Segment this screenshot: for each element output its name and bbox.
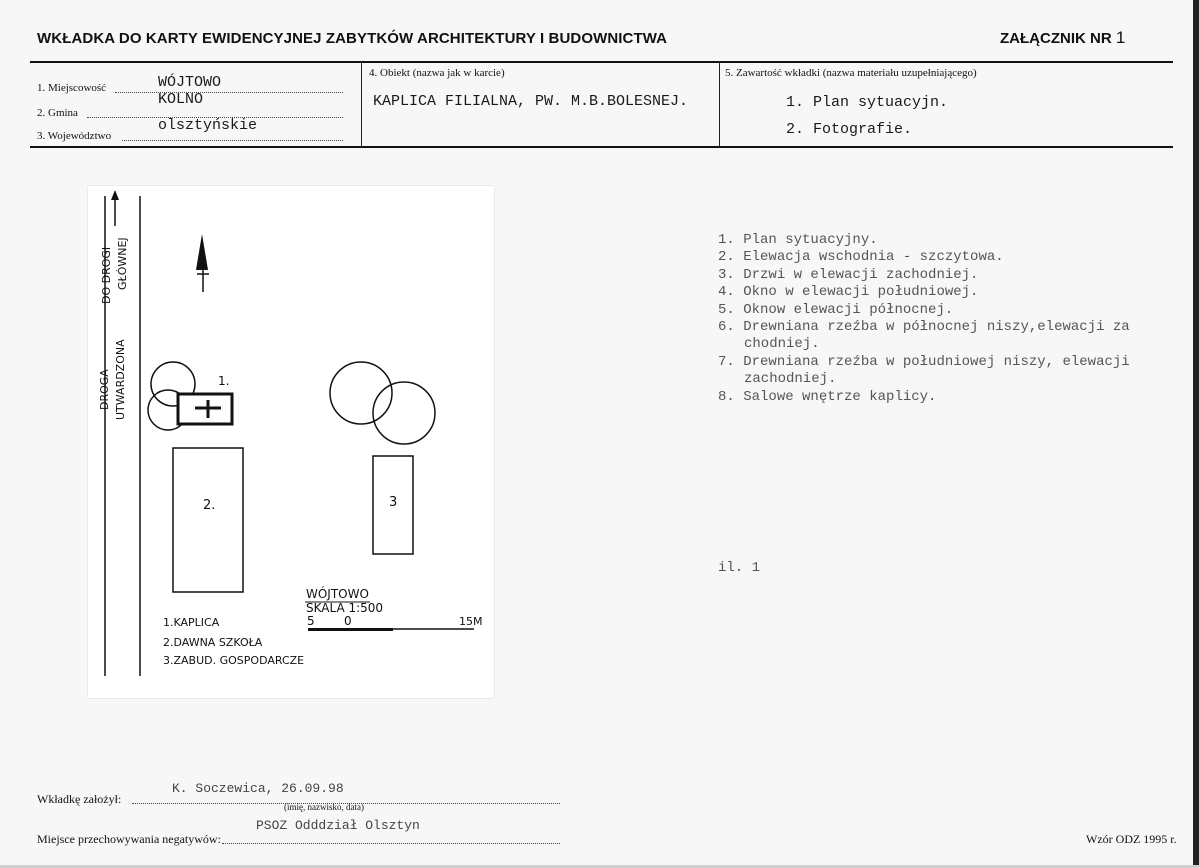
tree-icon <box>330 362 392 424</box>
obiekt-value: KAPLICA FILIALNA, PW. M.B.BOLESNEJ. <box>373 93 689 110</box>
zawartosc-item-1: 1. Plan sytuacyjn. <box>786 94 949 111</box>
building-3-label: 3 <box>389 495 398 510</box>
wojewodztwo-label: 3. Województwo <box>37 130 112 142</box>
scale-mark-15: 15M <box>459 615 483 628</box>
scan-edge-right <box>1193 0 1199 868</box>
illustration-item: 8. Salowe wnętrze kaplicy. <box>718 388 937 405</box>
negatives-storage-dotted-line <box>222 842 560 844</box>
scale-mark-0: 0 <box>344 614 352 628</box>
building-2-label: 2. <box>203 498 216 513</box>
north-arrow-icon <box>196 234 209 292</box>
annex-label <box>1000 28 1125 48</box>
legend-item-3: 3.ZABUD. GOSPODARCZE <box>163 654 305 667</box>
illustration-item: 3. Drzwi w elewacji zachodniej. <box>718 266 979 283</box>
gmina-label: 2. Gmina <box>37 107 78 119</box>
negatives-storage-label: Miejsce przechowywania negatywów: <box>37 832 221 846</box>
scale-bar-fill <box>308 628 393 631</box>
plan-scale: SKALA 1:500 <box>306 601 384 615</box>
wojewodztwo-dotted-line <box>122 139 343 141</box>
scale-mark-5: 5 <box>307 614 315 628</box>
tree-icon <box>373 382 435 444</box>
old-school-building <box>173 448 243 592</box>
illustration-item: 7. Drewniana rzeźba w południowej niszy, elewacji <box>718 353 1130 370</box>
road-top-line2: GŁÓWNEJ <box>116 237 129 290</box>
obiekt-label: 4. Obiekt (nazwa jak w karcie) <box>369 67 505 79</box>
form-code: Wzór ODZ 1995 r. <box>1086 832 1177 846</box>
road-line2: UTWARDZONA <box>114 339 127 420</box>
zawartosc-label: 5. Zawartość wkładki (nazwa materiału uzupełniającego) <box>725 67 977 79</box>
illustration-item: 4. Okno w elewacji południowej. <box>718 284 979 301</box>
created-by-label: Wkładkę założył: <box>37 792 122 806</box>
zawartosc-item-2: 2. Fotografie. <box>786 121 913 138</box>
miejscowosc-value: WÓJTOWO <box>158 74 222 91</box>
column-divider-1 <box>361 62 362 147</box>
illustration-item-continuation: zachodniej. <box>744 371 837 388</box>
header-rule-top <box>30 61 1173 63</box>
illustration-item: 5. Oknow elewacji północnej. <box>718 301 954 318</box>
form-title: WKŁADKA DO KARTY EWIDENCYJNEJ ZABYTKÓW ARCHITEKTURY I BUDOWNICTWA <box>37 30 668 47</box>
illustration-caption: il. 1 <box>718 560 761 576</box>
annex-label-text: ZAŁĄCZNIK NR <box>1000 30 1112 47</box>
gmina-value: KOLNO <box>158 91 204 108</box>
created-by-hint: (imię, nazwisko, data) <box>284 802 364 812</box>
illustration-list <box>718 232 1130 406</box>
building-1-label: 1. <box>218 374 230 388</box>
legend-item-1: 1.KAPLICA <box>163 616 220 629</box>
plan-title: WÓJTOWO <box>306 587 369 601</box>
site-plan-drawing <box>88 186 494 698</box>
illustration-item-continuation: chodniej. <box>744 336 820 353</box>
miejscowosc-dotted-line <box>115 91 343 93</box>
illustration-item: 6. Drewniana rzeźba w północnej niszy,elewacji za <box>718 319 1130 336</box>
column-divider-2 <box>719 62 720 147</box>
miejscowosc-label: 1. Miejscowość <box>37 82 107 94</box>
illustration-item: 1. Plan sytuacyjny. <box>718 232 878 248</box>
road-arrow-head <box>111 190 119 200</box>
wojewodztwo-value: olsztyńskie <box>158 117 258 134</box>
site-plan-photo <box>88 186 494 698</box>
road-line1: DROGA <box>98 369 111 410</box>
header-rule-bottom <box>30 146 1173 148</box>
annex-number: 1 <box>1115 28 1126 47</box>
road-top-line1: DO DROGI <box>100 246 113 304</box>
created-by-value: K. Soczewica, 26.09.98 <box>172 781 344 796</box>
negatives-storage-value: PSOZ Odddział Olsztyn <box>256 818 420 833</box>
illustration-item: 2. Elewacja wschodnia - szczytowa. <box>718 249 1004 266</box>
legend-item-2: 2.DAWNA SZKOŁA <box>163 636 263 649</box>
